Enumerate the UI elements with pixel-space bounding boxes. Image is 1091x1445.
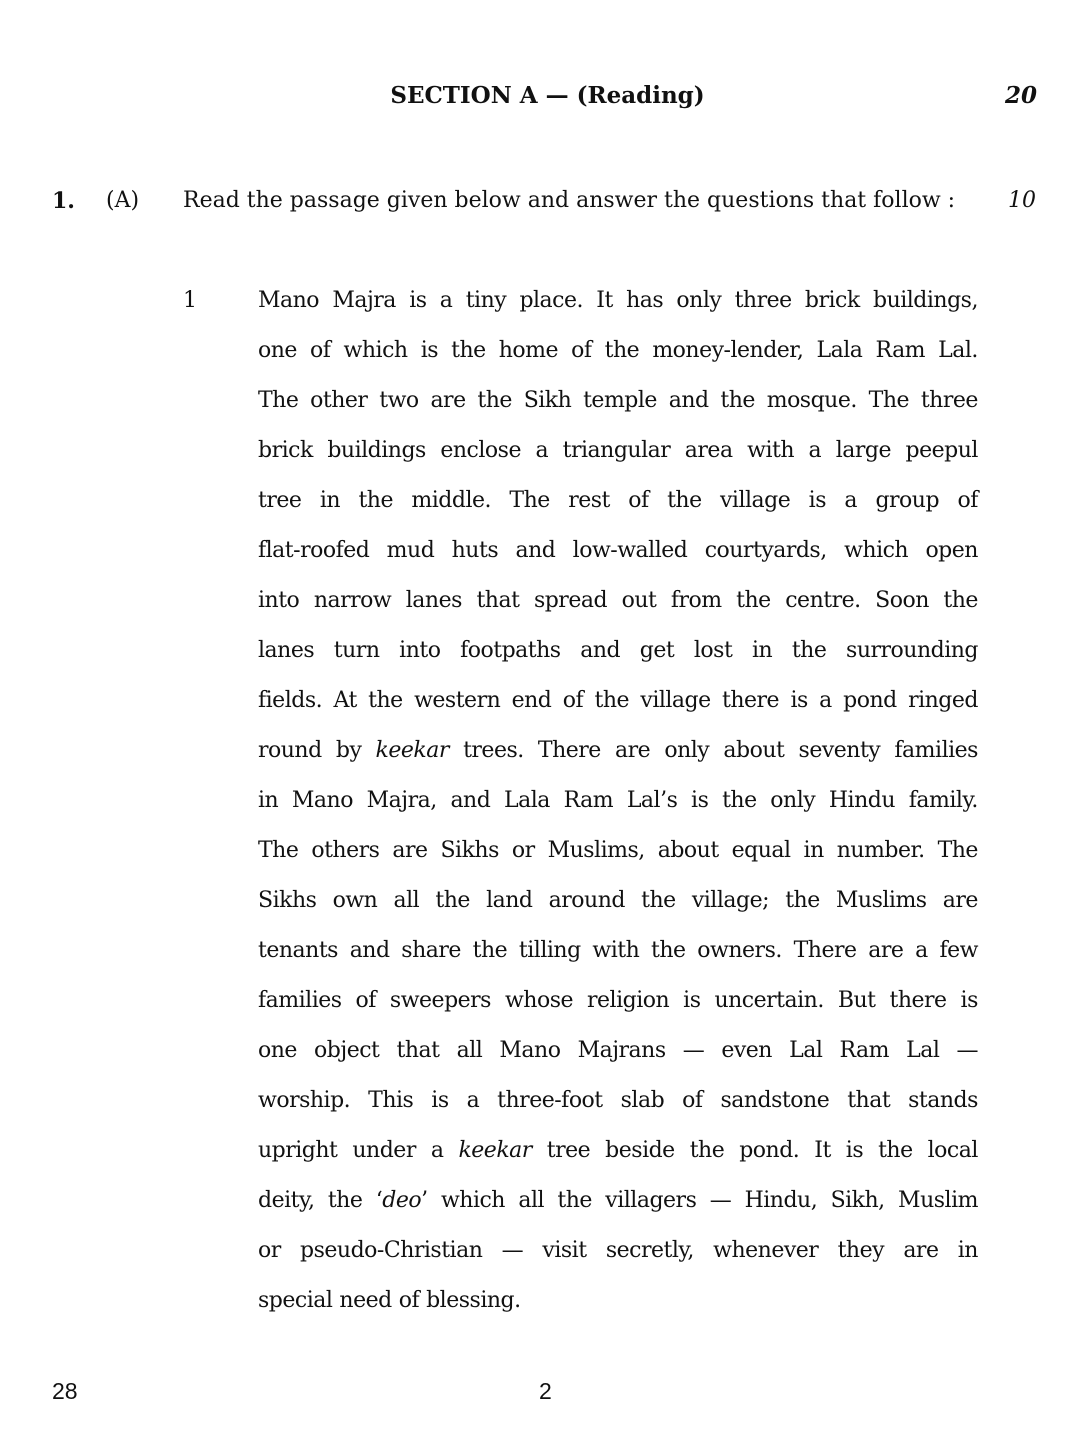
question-instruction: Read the passage given below and answer the questions that follow :	[183, 188, 956, 213]
question-marks: 10	[1008, 188, 1036, 213]
section-title: SECTION A — (Reading)	[390, 82, 705, 109]
passage-line: worship. This is a three-foot slab of sandstone that stands	[258, 1088, 978, 1113]
passage-line: special need of blessing.	[258, 1288, 521, 1313]
passage-line: round by keekar trees. There are only about seventy families	[258, 738, 978, 763]
passage-line: The others are Sikhs or Muslims, about equal in number. The	[258, 838, 978, 863]
passage-line: or pseudo-Christian — visit secretly, whenever they are in	[258, 1238, 978, 1263]
passage-line: Sikhs own all the land around the village; the Muslims are	[258, 888, 978, 913]
passage-line: upright under a keekar tree beside the pond. It is the local	[258, 1138, 978, 1163]
footer-code: 28	[52, 1378, 78, 1404]
passage-line: into narrow lanes that spread out from the centre. Soon the	[258, 588, 978, 613]
passage-line: families of sweepers whose religion is uncertain. But there is	[258, 988, 978, 1013]
section-marks: 20	[1005, 82, 1038, 109]
passage-line: tree in the middle. The rest of the village is a group of	[258, 488, 978, 513]
footer-page-number: 2	[539, 1378, 552, 1404]
passage-line: fields. At the western end of the village there is a pond ringed	[258, 688, 978, 713]
passage-text	[258, 288, 978, 1338]
passage-line: Mano Majra is a tiny place. It has only three brick buildings,	[258, 288, 978, 313]
passage-line: flat-roofed mud huts and low-walled courtyards, which open	[258, 538, 978, 563]
question-number: 1.	[52, 188, 75, 214]
passage-line: lanes turn into footpaths and get lost in the surrounding	[258, 638, 978, 663]
passage-line: deity, the ‘deo’ which all the villagers — Hindu, Sikh, Muslim	[258, 1188, 978, 1213]
passage-line: in Mano Majra, and Lala Ram Lal’s is the only Hindu family.	[258, 788, 978, 813]
passage-line: tenants and share the tilling with the owners. There are a few	[258, 938, 978, 963]
passage-line: one object that all Mano Majrans — even Lal Ram Lal —	[258, 1038, 978, 1063]
paragraph-number: 1	[183, 288, 197, 313]
passage-line: one of which is the home of the money-lender, Lala Ram Lal.	[258, 338, 978, 363]
passage-line: The other two are the Sikh temple and the mosque. The three	[258, 388, 978, 413]
question-part: (A)	[106, 188, 140, 213]
passage-line: brick buildings enclose a triangular area with a large peepul	[258, 438, 978, 463]
